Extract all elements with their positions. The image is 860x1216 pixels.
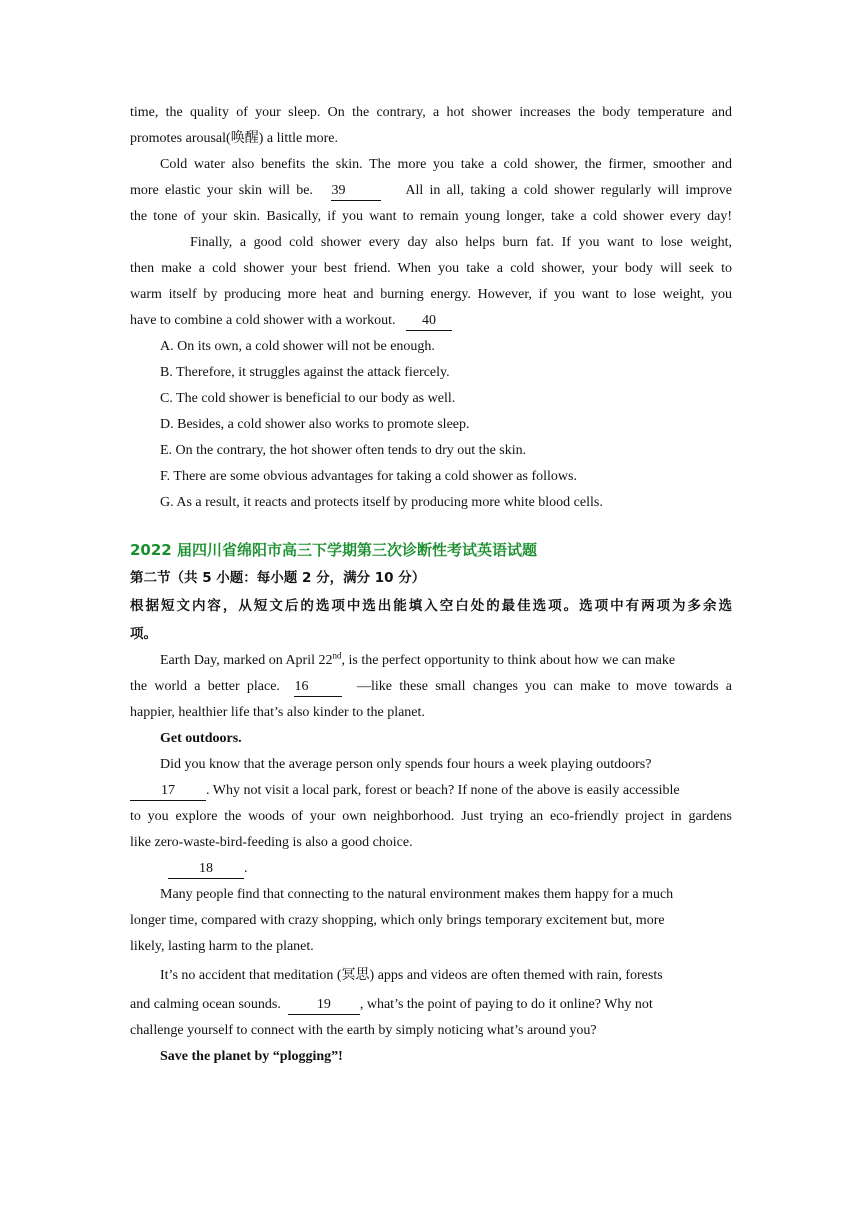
option-b: B. Therefore, it struggles against the attack fiercely. xyxy=(160,365,450,380)
text-line: It’s no accident that meditation (冥思) apps and videos are often themed with rain, forests xyxy=(160,968,663,983)
answer-blank-16: 16 xyxy=(294,678,342,697)
text-line: promotes arousal(唤醒) a little more. xyxy=(130,131,338,146)
text-line: more elastic your skin will be. 39 All in all, taking a cold shower regularly will improve xyxy=(130,178,732,204)
text-line: Many people find that connecting to the natural environment makes them happy for a much xyxy=(160,887,674,902)
answer-blank-17: 17 xyxy=(130,782,206,801)
answer-blank-18: 18 xyxy=(168,860,244,879)
text-line: have to combine a cold shower with a workout. 40 xyxy=(130,308,732,334)
document-page xyxy=(130,100,732,1070)
text-line: 17 . Why not visit a local park, forest or beach? If none of the above is easily accessible xyxy=(130,778,732,804)
section-subtitle: 第二节（共 5 小题：每小题 2 分，满分 10 分） xyxy=(130,570,426,586)
option-f: F. There are some obvious advantages for taking a cold shower as follows. xyxy=(160,469,577,484)
text-line: like zero-waste-bird-feeding is also a good choice. xyxy=(130,835,413,850)
text-line: challenge yourself to connect with the earth by simply noticing what’s around you? xyxy=(130,1023,597,1038)
option-a: A. On its own, a cold shower will not be enough. xyxy=(160,339,435,354)
answer-blank-40: 40 xyxy=(406,312,452,331)
text-line: Finally, a good cold shower every day also helps burn fat. If you want to lose weight, xyxy=(190,235,732,250)
text-line: longer time, compared with crazy shopping, which only brings temporary excitement but, more xyxy=(130,913,665,928)
option-c: C. The cold shower is beneficial to our body as well. xyxy=(160,391,456,406)
section-title: 2022 届四川省绵阳市高三下学期第三次诊断性考试英语试题 xyxy=(130,541,537,559)
option-d: D. Besides, a cold shower also works to promote sleep. xyxy=(160,417,470,432)
subheading: Save the planet by “plogging”! xyxy=(160,1049,343,1064)
text-line: the tone of your skin. Basically, if you want to remain young longer, take a cold shower every day! xyxy=(130,209,732,224)
text-line: 18 . xyxy=(130,856,732,882)
text-line: Earth Day, marked on April 22nd, is the perfect opportunity to think about how we can make xyxy=(160,650,676,668)
text-line: warm itself by producing more heat and burning energy. However, if you want to lose weight, you xyxy=(130,287,732,302)
text-line: and calming ocean sounds. 19 , what’s the point of paying to do it online? Why not xyxy=(130,992,732,1018)
option-g: G. As a result, it reacts and protects itself by producing more white blood cells. xyxy=(160,495,603,510)
text-line: Did you know that the average person only spends four hours a week playing outdoors? xyxy=(160,757,652,772)
text-line: happier, healthier life that’s also kinder to the planet. xyxy=(130,705,425,720)
option-e: E. On the contrary, the hot shower often tends to dry out the skin. xyxy=(160,443,527,458)
instruction-line: 根据短文内容，从短文后的选项中选出能填入空白处的最佳选项。选项中有两项为多余选 xyxy=(130,598,732,614)
text-line: the world a better place. 16 —like these small changes you can make to move towards a xyxy=(130,674,732,700)
text-line: to you explore the woods of your own neighborhood. Just trying an eco-friendly project in gardens xyxy=(130,809,732,824)
instruction-line: 项。 xyxy=(130,626,157,642)
answer-blank-39: 39 xyxy=(331,182,381,201)
text-line: time, the quality of your sleep. On the contrary, a hot shower increases the body temperature and xyxy=(130,105,732,120)
text-line: likely, lasting harm to the planet. xyxy=(130,939,314,954)
answer-blank-19: 19 xyxy=(288,996,360,1015)
subheading: Get outdoors. xyxy=(160,731,242,746)
text-line: Cold water also benefits the skin. The more you take a cold shower, the firmer, smoother and xyxy=(160,157,732,172)
text-line: then make a cold shower your best friend. When you take a cold shower, your body will seek to xyxy=(130,261,732,276)
